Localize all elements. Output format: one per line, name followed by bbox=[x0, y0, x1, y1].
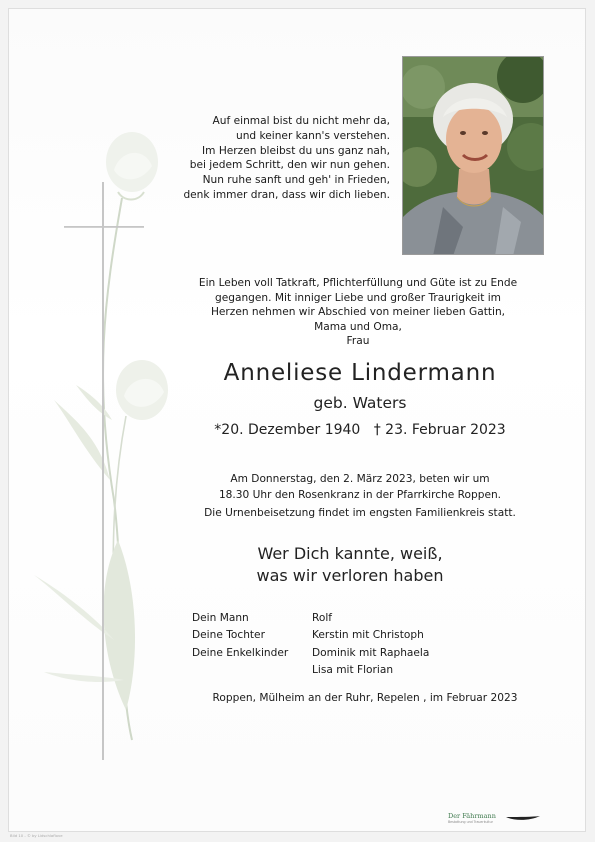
family-role bbox=[192, 662, 312, 679]
intro-line: gegangen. Mit inniger Liebe und großer Traurigkeit im bbox=[215, 291, 501, 304]
family-role: Dein Mann bbox=[192, 612, 249, 624]
list-item bbox=[192, 662, 429, 679]
poem-line: bei jedem Schritt, den wir nun gehen. bbox=[189, 159, 390, 172]
intro-line: Herzen nehmen wir Abschied von meiner lieben Gattin, bbox=[210, 306, 506, 319]
service-line: Die Urnenbeisetzung findet im engsten Familienkreis statt. bbox=[204, 507, 516, 519]
birth-symbol: * bbox=[214, 422, 222, 438]
list-item bbox=[192, 627, 429, 644]
logo-tagline: Bestattung und Trauerkultur bbox=[448, 820, 493, 824]
rose-icon bbox=[14, 120, 184, 760]
memorial-quote bbox=[180, 543, 520, 587]
maiden-name: geb. Waters bbox=[313, 394, 407, 412]
poem-line: denk immer dran, dass wir dich lieben. bbox=[183, 188, 390, 201]
service-line: Am Donnerstag, den 2. März 2023, beten wir um bbox=[230, 473, 490, 485]
family-role: Deine Tochter bbox=[192, 629, 265, 642]
service-info bbox=[180, 472, 540, 522]
image-credit: Bild 10 - © by Lidschlaflove bbox=[10, 833, 63, 838]
family-role: Deine Enkelkinder bbox=[192, 646, 289, 659]
family-names: Rolf bbox=[312, 612, 333, 624]
family-names: Dominik mit Raphaela bbox=[312, 646, 430, 659]
deceased-name: Anneliese Lindermann bbox=[223, 360, 497, 386]
closing-line: Roppen, Mülheim an der Ruhr, Repelen , im Februar 2023 bbox=[212, 692, 518, 704]
quote-line: Wer Dich kannte, weiß, bbox=[257, 544, 443, 563]
family-names: Lisa mit Florian bbox=[312, 663, 394, 676]
cross-icon bbox=[102, 182, 104, 760]
intro-line: Frau bbox=[346, 335, 370, 348]
portrait-image bbox=[403, 57, 544, 255]
logo-name: Der Fährmann bbox=[448, 812, 496, 820]
funeral-home-logo bbox=[448, 812, 548, 828]
poem-line: Nun ruhe sanft und geh' in Frieden, bbox=[202, 174, 390, 187]
quote-line: was wir verloren haben bbox=[256, 566, 444, 585]
service-line: 18.30 Uhr den Rosenkranz in der Pfarrkirche Roppen. bbox=[218, 488, 502, 501]
portrait-photo bbox=[402, 56, 544, 255]
life-dates bbox=[170, 422, 550, 438]
poem-line: Im Herzen bleibst du uns ganz nah, bbox=[202, 144, 390, 157]
poem-line: Auf einmal bist du nicht mehr da, bbox=[212, 115, 390, 127]
memorial-poem bbox=[160, 114, 390, 203]
family-list bbox=[192, 610, 429, 679]
death-date: 23. Februar 2023 bbox=[385, 422, 506, 438]
intro-line: Ein Leben voll Tatkraft, Pflichterfüllung und Güte ist zu Ende bbox=[198, 277, 518, 289]
list-item bbox=[192, 645, 429, 662]
family-names: Kerstin mit Christoph bbox=[312, 629, 424, 642]
list-item bbox=[192, 610, 429, 627]
boat-icon bbox=[506, 814, 540, 822]
intro-text bbox=[188, 276, 528, 349]
intro-line: Mama und Oma, bbox=[314, 320, 402, 333]
poem-line: und keiner kann's verstehen. bbox=[235, 129, 390, 142]
birth-date: 20. Dezember 1940 bbox=[221, 422, 361, 438]
death-symbol: † bbox=[373, 422, 381, 438]
